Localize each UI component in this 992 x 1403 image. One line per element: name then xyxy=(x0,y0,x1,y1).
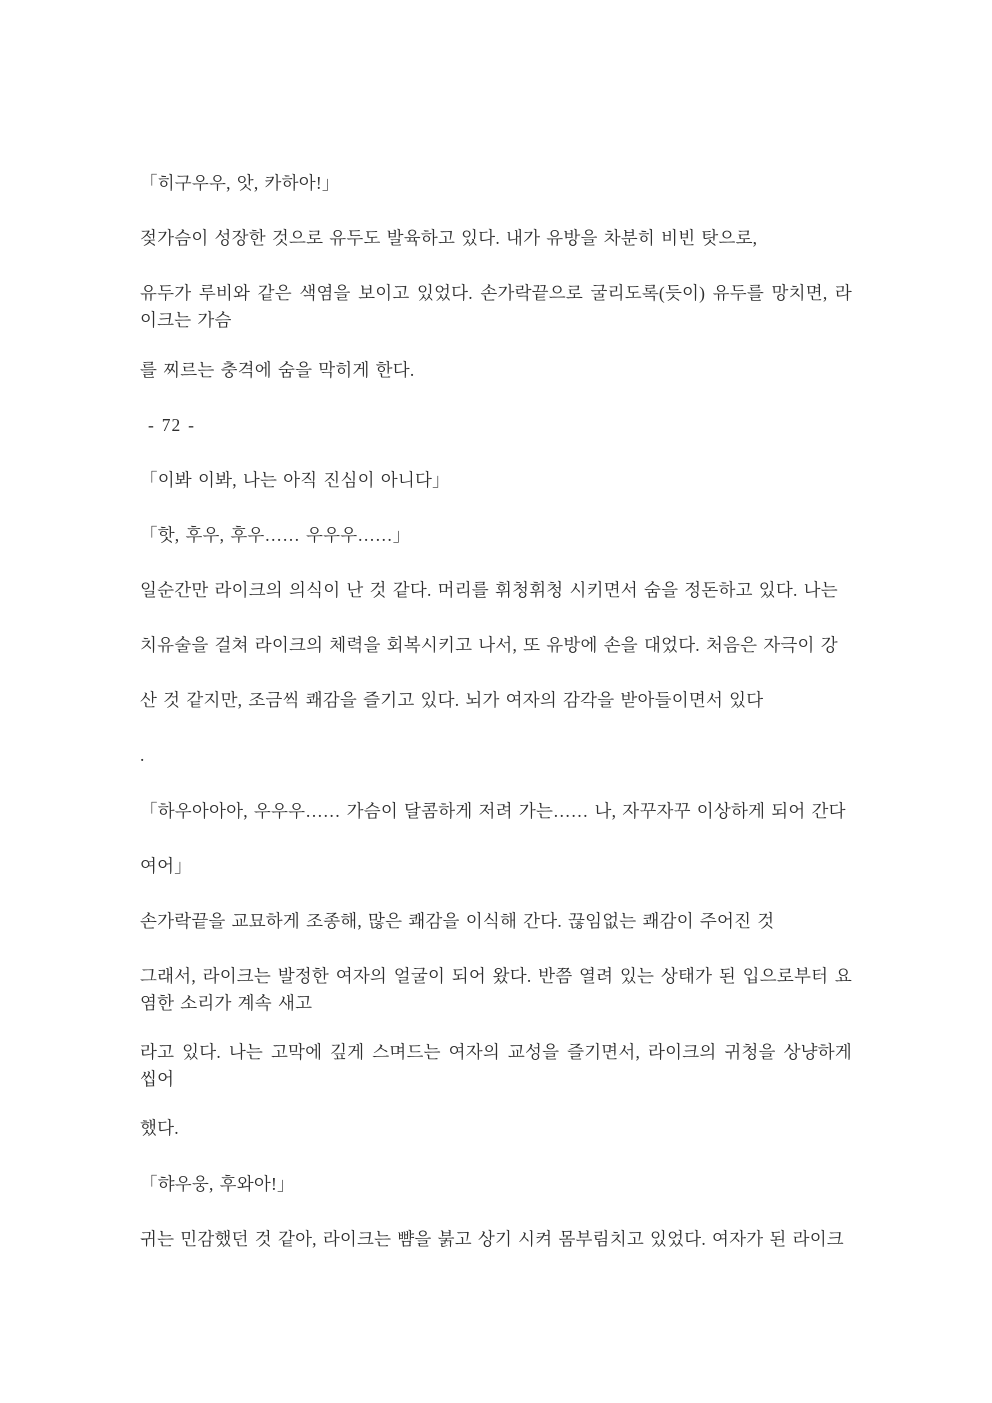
paragraph-line: 라고 있다. 나는 고막에 깊게 스며드는 여자의 교성을 즐기면서, 라이크의 귀청을 상냥하게 씹어 xyxy=(140,1042,852,1090)
paragraph-line: 「햐우웅, 후와아!」 xyxy=(140,1173,295,1194)
paragraph-line: . xyxy=(140,745,145,766)
paragraph-line: 산 것 같지만, 조금씩 쾌감을 즐기고 있다. 뇌가 여자의 감각을 받아들이면서 있다 xyxy=(140,690,764,711)
paragraph-line: 를 찌르는 충격에 숨을 막히게 한다. xyxy=(140,359,415,380)
page-number-marker: - 72 - xyxy=(148,414,195,435)
paragraph-line: 그래서, 라이크는 발정한 여자의 얼굴이 되어 왔다. 반쯤 열려 있는 상태가 된 입으로부터 요염한 소리가 계속 새고 xyxy=(140,965,852,1013)
paragraph-line: 「히구우우, 앗, 카하아!」 xyxy=(140,173,340,193)
paragraph-line: 「핫, 후우, 후우…… 우우우……」 xyxy=(140,524,411,545)
paragraph-line: 일순간만 라이크의 의식이 난 것 같다. 머리를 휘청휘청 시키면서 숨을 정돈하고 있다. 나는 xyxy=(140,580,838,600)
paragraph-line: 젖가슴이 성장한 것으로 유두도 발육하고 있다. 내가 유방을 차분히 비빈 탓으로, xyxy=(140,228,758,249)
paragraph-line: 했다. xyxy=(140,1118,179,1139)
paragraph-line: 손가락끝을 교묘하게 조종해, 많은 쾌감을 이식해 간다. 끊임없는 쾌감이 주어진 것 xyxy=(140,910,775,931)
paragraph-line: 「이봐 이봐, 나는 아직 진심이 아니다」 xyxy=(140,469,450,490)
paragraph-line: 유두가 루비와 같은 색염을 보이고 있었다. 손가락끝으로 굴리도록(듯이) 유두를 망치면, 라이크는 가슴 xyxy=(140,283,852,331)
paragraph-line: 여어」 xyxy=(140,855,192,876)
paragraph-line: 치유술을 걸쳐 라이크의 체력을 회복시키고 나서, 또 유방에 손을 대었다. 처음은 자극이 강 xyxy=(140,635,838,656)
document-text-body xyxy=(140,170,852,1253)
paragraph-line: 「하우아아아, 우우우…… 가슴이 달콤하게 저려 가는…… 나, 자꾸자꾸 이상하게 되어 간다 xyxy=(140,800,846,821)
paragraph-line: 귀는 민감했던 것 같아, 라이크는 뺨을 붉고 상기 시켜 몸부림치고 있었다. 여자가 된 라이크 xyxy=(140,1228,844,1249)
